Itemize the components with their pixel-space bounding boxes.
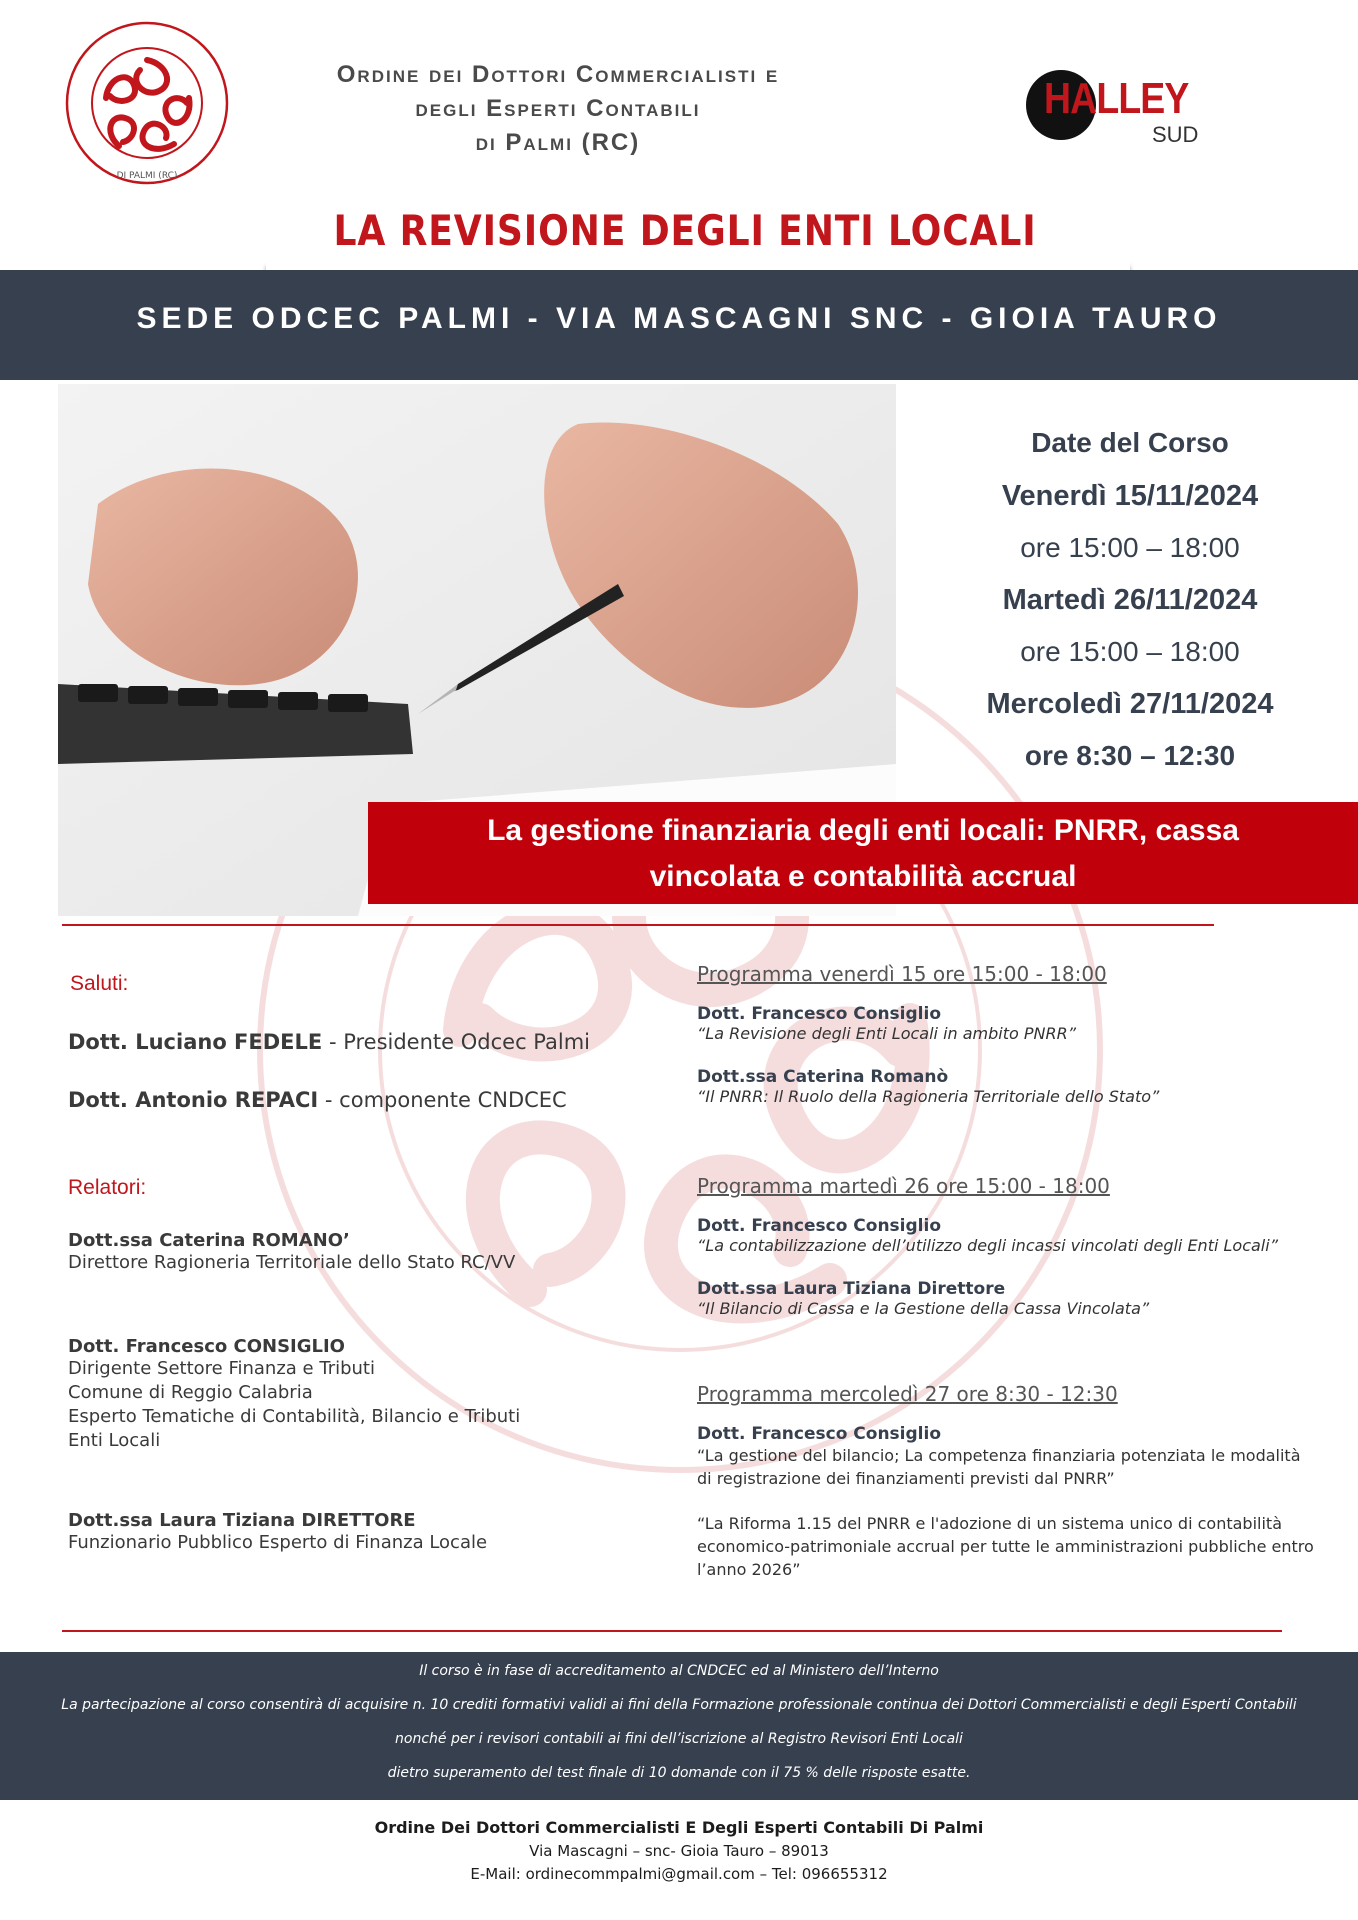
programma-1-topic-1: “La Revisione degli Enti Locali in ambito PNRR” — [697, 1024, 1077, 1043]
programma-1-heading: Programma venerdì 15 ore 15:00 - 18:00 — [697, 962, 1107, 986]
org-line-3: di Palmi (RC) — [475, 129, 641, 156]
programma-1-speaker-1: Dott. Francesco Consiglio — [697, 1004, 942, 1024]
programma-2-speaker-2: Dott.ssa Laura Tiziana Direttore — [697, 1279, 1006, 1299]
org-line-1: Ordine dei Dottori Commercialisti e — [336, 61, 780, 88]
date-day-2: Martedì 26/11/2024 — [1002, 584, 1258, 616]
saluto-1-name: Dott. Luciano FEDELE — [68, 1030, 323, 1054]
relatore-1-name: Dott.ssa Caterina ROMANO’ — [68, 1230, 350, 1251]
saluto-2-name: Dott. Antonio REPACI — [68, 1088, 319, 1112]
relatore-1-desc: Direttore Ragioneria Territoriale dello Stato RC/VV — [68, 1252, 516, 1273]
programma-3-speaker-1: Dott. Francesco Consiglio — [697, 1424, 942, 1444]
footer-note-3: nonché per i revisori contabili ai fini dell’iscrizione al Registro Revisori Enti Locali — [395, 1731, 963, 1747]
relatore-2-desc-2: Comune di Reggio Calabria — [68, 1382, 313, 1403]
saluto-1-role: - Presidente Odcec Palmi — [322, 1030, 591, 1054]
saluto-2-role: - componente CNDCEC — [318, 1088, 567, 1112]
programma-3-topic-1-line-2: di registrazione dei finanziamenti previsti dal PNRR” — [697, 1469, 1115, 1488]
page-title: LA REVISIONE DEGLI ENTI LOCALI — [333, 206, 1037, 255]
programma-2-topic-1: “La contabilizzazione dell’utilizzo degli incassi vincolati degli Enti Locali” — [697, 1236, 1278, 1255]
contact-email-phone: E-Mail: ordinecommpalmi@gmail.com – Tel: 096655312 — [470, 1865, 888, 1883]
relatore-2-desc-3: Esperto Tematiche di Contabilità, Bilancio e Tributi — [68, 1406, 521, 1427]
footer-note-4: dietro superamento del test finale di 10 domande con il 75 % delle risposte esatte. — [387, 1765, 971, 1781]
divider-bottom — [62, 1630, 1282, 1632]
relatore-2 — [68, 1336, 520, 1453]
subtitle-line-1: La gestione finanziaria degli enti locali: PNRR, cassa — [487, 814, 1239, 847]
course-subtitle-box — [368, 802, 1358, 904]
programma-1 — [697, 962, 1337, 1106]
venue-text: SEDE ODCEC PALMI - VIA MASCAGNI SNC - GIOIA TAURO — [136, 302, 1222, 335]
relatore-3 — [68, 1510, 487, 1555]
relatore-2-name: Dott. Francesco CONSIGLIO — [68, 1336, 345, 1357]
saluto-2 — [68, 1088, 567, 1112]
date-day-3: Mercoledì 27/11/2024 — [986, 688, 1274, 720]
programma-3-topic-2-line-3: l’anno 2026” — [697, 1560, 801, 1579]
programma-2 — [697, 1174, 1337, 1318]
halley-logo-sub: SUD — [1152, 122, 1199, 147]
programma-3-heading: Programma mercoledì 27 ore 8:30 - 12:30 — [697, 1382, 1118, 1406]
programma-2-heading: Programma martedì 26 ore 15:00 - 18:00 — [697, 1174, 1110, 1198]
contact-address: Via Mascagni – snc- Gioia Tauro – 89013 — [529, 1842, 829, 1860]
svg-text:DI PALMI (RC): DI PALMI (RC) — [116, 171, 178, 181]
relatore-3-name: Dott.ssa Laura Tiziana DIRETTORE — [68, 1510, 416, 1531]
halley-logo-text: HALLEY — [1044, 74, 1189, 123]
divider-top — [62, 924, 1214, 926]
programma-3-topic-1-line-1: “La gestione del bilancio; La competenza finanziaria potenziata le modalità — [697, 1446, 1301, 1465]
footer-note-2: La partecipazione al corso consentirà di acquisire n. 10 crediti formativi validi ai fini della Formazione professionale continua dei Dottori Commercialisti e degli Esperti Contabili — [61, 1697, 1297, 1713]
organization-name — [238, 58, 878, 160]
date-time-3: ore 8:30 – 12:30 — [1024, 740, 1236, 771]
programma-3 — [697, 1382, 1337, 1581]
programma-2-topic-2: “Il Bilancio di Cassa e la Gestione della Cassa Vincolata” — [697, 1299, 1150, 1318]
programma-1-speaker-2: Dott.ssa Caterina Romanò — [697, 1067, 949, 1087]
dates-heading: Date del Corso — [1031, 427, 1229, 458]
course-dates — [930, 416, 1330, 782]
programma-2-speaker-1: Dott. Francesco Consiglio — [697, 1216, 942, 1236]
footer-note-1: Il corso è in fase di accreditamento al CNDCEC ed al Ministero dell’Interno — [419, 1663, 939, 1679]
halley-sud-logo — [1026, 70, 1246, 150]
programma-3-topic-2-line-2: economico-patrimoniale accrual per tutte le amministrazioni pubbliche entro — [697, 1537, 1314, 1556]
programma-3-topic-2-line-1: “La Riforma 1.15 del PNRR e l'adozione di un sistema unico di contabilità — [697, 1514, 1282, 1533]
saluti-label: Saluti: — [70, 972, 129, 995]
date-time-2: ore 15:00 – 18:00 — [1020, 636, 1240, 667]
relatori-label: Relatori: — [68, 1176, 147, 1199]
relatore-2-desc-4: Enti Locali — [68, 1430, 161, 1451]
contact-org: Ordine Dei Dottori Commercialisti E Degli Esperti Contabili Di Palmi — [374, 1818, 984, 1837]
programma-1-topic-2: “Il PNRR: Il Ruolo della Ragioneria Territoriale dello Stato” — [697, 1087, 1160, 1106]
relatore-2-desc-1: Dirigente Settore Finanza e Tributi — [68, 1358, 375, 1379]
date-time-1: ore 15:00 – 18:00 — [1020, 532, 1240, 563]
relatore-1 — [68, 1230, 515, 1275]
date-day-1: Venerdì 15/11/2024 — [1001, 480, 1259, 512]
odcec-seal-logo — [62, 18, 232, 188]
relatore-3-desc: Funzionario Pubblico Esperto di Finanza Locale — [68, 1532, 488, 1553]
org-line-2: degli Esperti Contabili — [415, 95, 701, 122]
saluto-1 — [68, 1030, 590, 1054]
subtitle-line-2: vincolata e contabilità accrual — [649, 860, 1077, 893]
